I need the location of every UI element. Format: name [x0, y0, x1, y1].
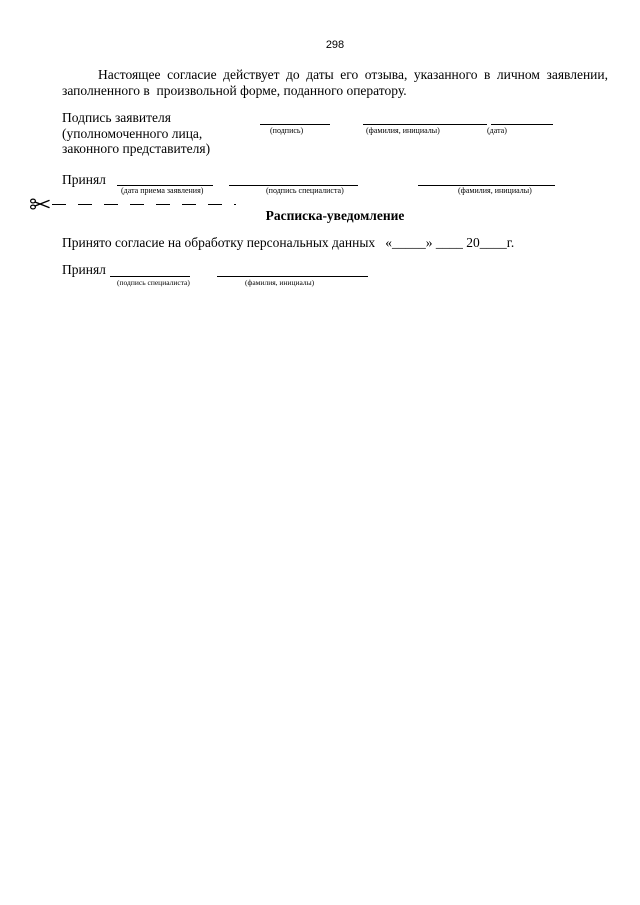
signature-caption: (подпись) [270, 126, 304, 135]
page-number: 298 [325, 39, 345, 51]
receipt-statement: Принято согласие на обработку персональных данных «_____» ____ 20____г. [62, 235, 515, 250]
applicant-signature-label [62, 110, 210, 157]
receipt-date-caption: (дата приема заявления) [121, 186, 204, 195]
receipt-specialist-name-line [217, 276, 368, 277]
scissors-icon [30, 198, 50, 210]
receipt-specialist-signature-line [110, 276, 190, 277]
receipt-specialist-signature-caption: (подпись специалиста) [117, 278, 190, 287]
applicant-label-line: Подпись заявителя [62, 110, 171, 125]
name-initials-caption: (фамилия, инициалы) [366, 126, 440, 135]
receipt-title: Расписка-уведомление [265, 208, 405, 223]
specialist-name-caption: (фамилия, инициалы) [458, 186, 532, 195]
date-caption: (дата) [487, 126, 507, 135]
receipt-specialist-name-caption: (фамилия, инициалы) [245, 278, 315, 287]
consent-paragraph: Настоящее согласие действует до даты его отзыва, указанного в личном заявлении, заполненного в произвольной форме, поданного оператору. [62, 67, 612, 98]
date-line [491, 124, 553, 125]
applicant-label-line: законного представителя) [62, 141, 211, 156]
cut-dashed-line [52, 204, 236, 205]
specialist-signature-caption: (подпись специалиста) [266, 186, 344, 195]
accepted-by-label: Принял [62, 172, 106, 187]
applicant-label-line: (уполномоченного лица, [62, 125, 203, 141]
receipt-accepted-by-label: Принял [62, 262, 106, 277]
signature-line [260, 124, 330, 125]
name-initials-line [363, 124, 487, 125]
